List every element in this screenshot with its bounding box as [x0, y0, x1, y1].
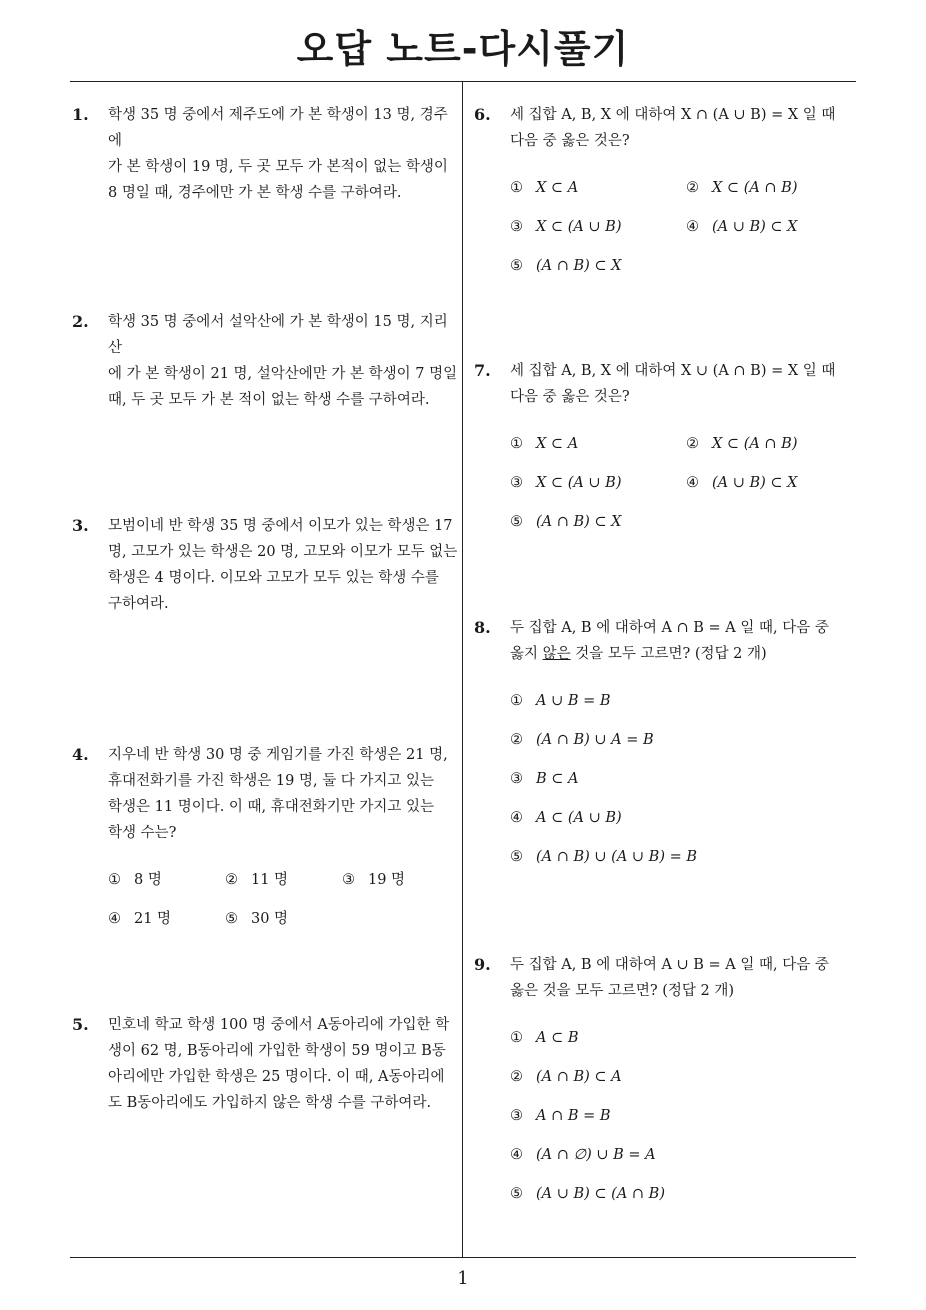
problem-number: 1.: [72, 105, 89, 124]
choice-5[interactable]: ⑤ 30 명: [225, 910, 289, 927]
answer-choices: [510, 1018, 862, 1213]
choice-4[interactable]: ④ (A ∪ B) ⊂ X: [686, 474, 798, 491]
choice-1[interactable]: ① X ⊂ A: [510, 435, 579, 452]
page-title: 오답 노트-다시풀기: [296, 27, 630, 71]
choice-4[interactable]: ④ (A ∪ B) ⊂ X: [686, 218, 798, 235]
choice-5[interactable]: ⑤ (A ∪ B) ⊂ (A ∩ B): [510, 1185, 665, 1202]
problem-number: 3.: [72, 516, 89, 535]
choice-1[interactable]: ① A ⊂ B: [510, 1029, 579, 1046]
problem-1: [72, 102, 458, 206]
problem-number: 7.: [474, 361, 491, 380]
problem-9: [474, 952, 862, 1213]
problem-5: [72, 1012, 458, 1116]
answer-choices: [510, 424, 862, 541]
choice-2[interactable]: ② (A ∩ B) ∪ A = B: [510, 731, 654, 748]
bottom-rule: [70, 1257, 856, 1258]
problem-2: [72, 309, 458, 413]
answer-choices: [108, 860, 458, 938]
choice-3[interactable]: ③ X ⊂ (A ∪ B): [510, 474, 622, 491]
problem-text: 세 집합 A, B, X 에 대하여 X ∪ (A ∩ B) = X 일 때 다음 중 옳은 것은?: [510, 363, 836, 405]
answer-choices: [510, 681, 862, 876]
problem-number: 6.: [474, 105, 491, 124]
problem-text: 모범이네 반 학생 35 명 중에서 이모가 있는 학생은 17 명, 고모가 있는 학생은 20 명, 고모와 이모가 모두 없는 학생은 4 명이다. 이모와 고모가 모두 있는 학생 수를 구하여라.: [108, 518, 458, 612]
problem-3: [72, 513, 458, 617]
problem-number: 4.: [72, 745, 89, 764]
choice-5[interactable]: ⑤ (A ∩ B) ⊂ X: [510, 513, 622, 530]
problem-8: [474, 615, 862, 876]
choice-2[interactable]: ② (A ∩ B) ⊂ A: [510, 1068, 622, 1085]
problem-number: 5.: [72, 1015, 89, 1034]
problem-6: [474, 102, 862, 285]
problem-number: 8.: [474, 618, 491, 637]
emphasis-underline: 않은: [542, 646, 571, 662]
page-number: 1: [457, 1268, 469, 1289]
problem-text: 민호네 학교 학생 100 명 중에서 A동아리에 가입한 학 생이 62 명, B동아리에 가입한 학생이 59 명이고 B동 아리에만 가입한 학생은 25 명이다. 이 때, A동아리에 도 B동아리에도 가입하지 않은 학생 수를 구하여라.: [108, 1017, 450, 1111]
choice-3[interactable]: ③ 19 명: [342, 871, 406, 888]
choice-2[interactable]: ② X ⊂ (A ∩ B): [686, 179, 798, 196]
choice-1[interactable]: ① A ∪ B = B: [510, 692, 611, 709]
choice-2[interactable]: ② X ⊂ (A ∩ B): [686, 435, 798, 452]
choice-4[interactable]: ④ (A ∩ ∅) ∪ B = A: [510, 1146, 656, 1163]
top-rule: [70, 81, 856, 82]
choice-3[interactable]: ③ X ⊂ (A ∪ B): [510, 218, 622, 235]
problem-text: 학생 35 명 중에서 설악산에 가 본 학생이 15 명, 지리산 에 가 본 학생이 21 명, 설악산에만 가 본 학생이 7 명일 때, 두 곳 모두 가 본 적이 없는 학생 수를 구하여라.: [108, 314, 458, 408]
problem-text: 두 집합 A, B 에 대하여 A ∪ B = A 일 때, 다음 중 옳은 것을 모두 고르면? (정답 2 개): [510, 957, 829, 999]
choice-4[interactable]: ④ A ⊂ (A ∪ B): [510, 809, 622, 826]
problem-number: 2.: [72, 312, 89, 331]
choice-2[interactable]: ② 11 명: [225, 871, 289, 888]
choice-1[interactable]: ① 8 명: [108, 871, 162, 888]
problem-number: 9.: [474, 955, 491, 974]
choice-1[interactable]: ① X ⊂ A: [510, 179, 579, 196]
problem-text: 세 집합 A, B, X 에 대하여 X ∩ (A ∪ B) = X 일 때 다음 중 옳은 것은?: [510, 107, 836, 149]
answer-choices: [510, 168, 862, 285]
problem-4: [72, 742, 458, 938]
choice-3[interactable]: ③ A ∩ B = B: [510, 1107, 611, 1124]
choice-5[interactable]: ⑤ (A ∩ B) ∪ (A ∪ B) = B: [510, 848, 698, 865]
problem-text: 지우네 반 학생 30 명 중 게임기를 가진 학생은 21 명, 휴대전화기를 가진 학생은 19 명, 둘 다 가지고 있는 학생은 11 명이다. 이 때, 휴대전화기만 가지고 있는 학생 수는?: [108, 747, 448, 841]
column-divider: [462, 82, 463, 1258]
choice-4[interactable]: ④ 21 명: [108, 910, 172, 927]
choice-5[interactable]: ⑤ (A ∩ B) ⊂ X: [510, 257, 622, 274]
choice-3[interactable]: ③ B ⊂ A: [510, 770, 579, 787]
problem-text: 두 집합 A, B 에 대하여 A ∩ B = A 일 때, 다음 중 옳지 않은 것을 모두 고르면? (정답 2 개): [510, 620, 829, 662]
problem-text: 학생 35 명 중에서 제주도에 가 본 학생이 13 명, 경주에 가 본 학생이 19 명, 두 곳 모두 가 본적이 없는 학생이 8 명일 때, 경주에만 가 본 학생 수를 구하여라.: [108, 107, 448, 201]
problem-7: [474, 358, 862, 541]
